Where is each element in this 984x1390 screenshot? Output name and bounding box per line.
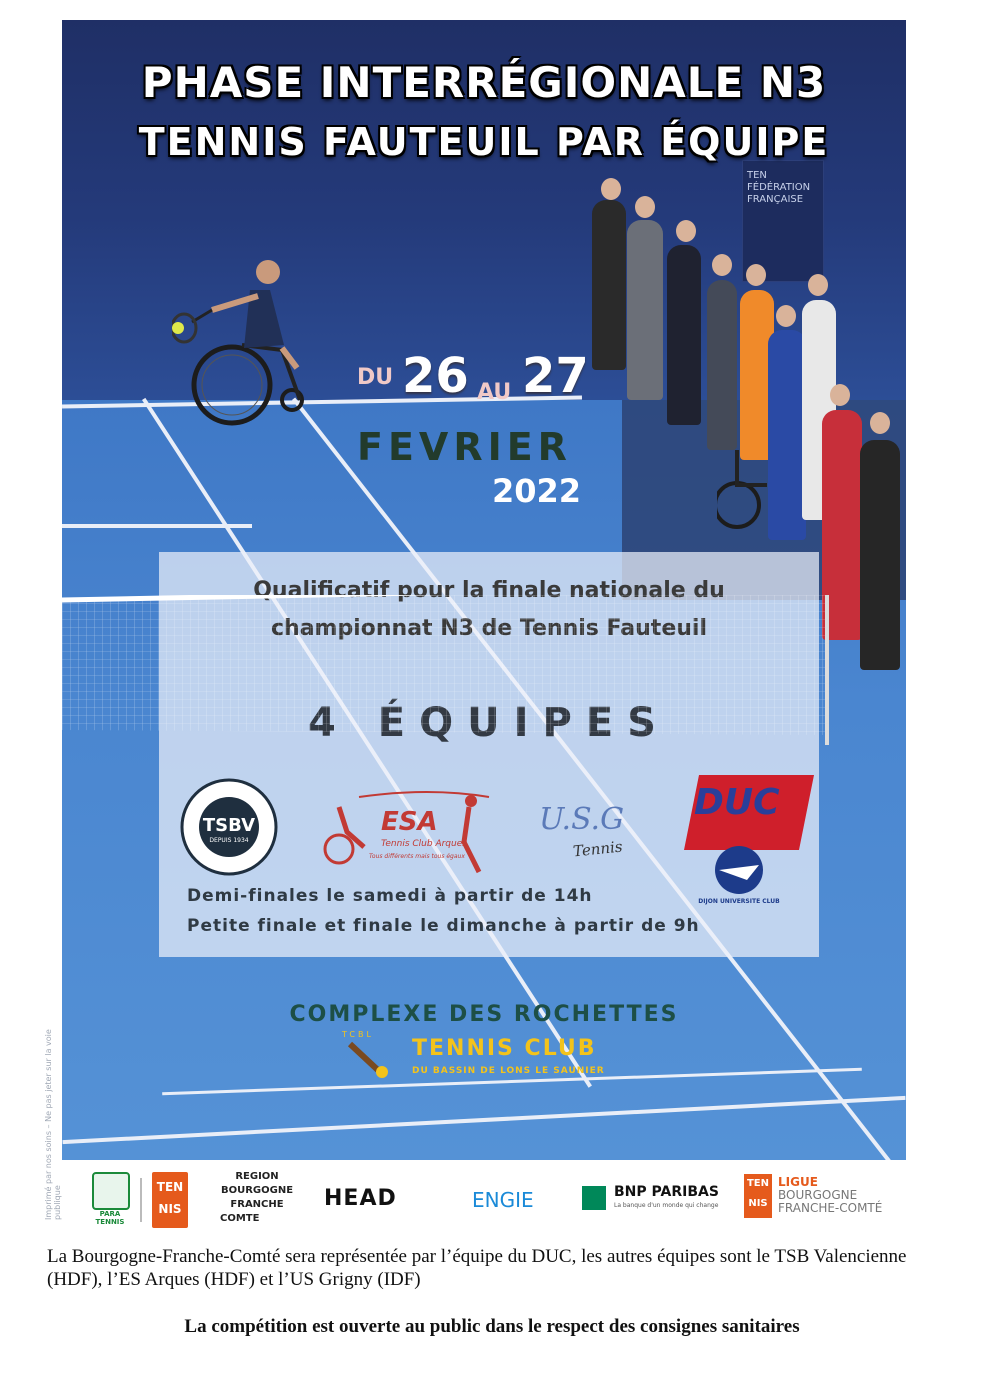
date-month: FEVRIER [357,425,572,469]
ligue-line2: BOURGOGNE [778,1188,858,1202]
region-logo [212,1170,302,1230]
ligue-badge: TEN NIS [744,1174,772,1218]
schedule-finals: Petite finale et finale le dimanche à partir de 9h [187,916,700,936]
separator [140,1178,142,1222]
club-initials: TCBL [342,1030,374,1039]
bnp-text: BNP PARIBAS [614,1184,719,1200]
venue-name: COMPLEXE DES ROCHETTES [289,1002,679,1027]
esa-tagline: Tous différents mais tous égaux [369,853,465,860]
bnp-icon [582,1186,606,1210]
ligue-line1: LIGUE [778,1175,818,1189]
team-logo-usg [539,802,669,872]
region-line1: REGION [235,1171,279,1182]
poster-title-line1: PHASE INTERRÉGIONALE N3 [141,58,827,107]
esa-name: ESA [381,807,438,837]
region-line3: FRANCHE [230,1199,284,1210]
qualification-line1: Qualificatif pour la finale nationale du [253,578,725,603]
usg-sub: Tennis [572,837,624,861]
region-line4: COMTE [220,1213,260,1224]
event-poster [62,20,906,1160]
caption-paragraph: La Bourgogne-Franche-Comté sera représentée par l’équipe du DUC, les autres équipes sont le TSB Valencienne (HDF), l’ES Arques (HDF) et l’US Grigny (IDF) [47,1246,907,1290]
para-tennis-logo [92,1172,128,1228]
club-name: TENNIS CLUB [412,1036,597,1061]
date-year: 2022 [492,472,582,510]
duc-name: DUC [694,782,780,823]
ligue-logo [744,1174,904,1224]
para-tennis-text: PARA TENNIS [95,1210,125,1226]
region-line2: BOURGOGNE [220,1185,294,1196]
tennis-net [62,595,832,745]
wheelchair-player-illustration [172,250,332,430]
team-logo-tsbv [179,777,279,877]
engie-logo: ENGIE [472,1188,534,1212]
usg-name: U.S.G [539,802,625,837]
head-logo: HEAD [324,1186,397,1211]
esa-sub: Tennis Club Arques [381,839,467,849]
date-day2: 27 [522,348,589,404]
print-side-note: Imprimé par nos soins – Ne pas jeter sur la voie publique [44,1029,62,1220]
team-logo-esa [319,787,499,877]
bnp-tagline: La banque d'un monde qui change [614,1202,719,1209]
date-au: AU [477,380,512,405]
sponsor-bar [62,1160,906,1240]
club-logo [342,1030,392,1080]
schedule-semis: Demi-finales le samedi à partir de 14h [187,886,593,906]
date-du: DU [357,365,394,390]
court-service-line [62,524,252,528]
fft-wall-text: TEN FÉDÉRATION FRANÇAISE [747,170,811,205]
tsbv-name: TSBV [202,815,256,836]
bnp-logo [582,1184,722,1224]
ligue-line3: FRANCHE-COMTÉ [778,1201,883,1215]
fft-logo [152,1172,188,1228]
duc-sub: DIJON UNIVERSITE CLUB [698,898,780,905]
team-logo-duc [679,770,814,910]
fft-text: TEN NIS [156,1180,184,1216]
date-day1: 26 [402,348,469,404]
caption-notice: La compétition est ouverte au public dans le respect des consignes sanitaires [184,1316,800,1337]
poster-title-line2: TENNIS FAUTEUIL PAR ÉQUIPE [138,120,830,164]
club-subtitle: DU BASSIN DE LONS LE SAUNIER [412,1066,605,1076]
tsbv-sub: DEPUIS 1934 [209,837,249,844]
